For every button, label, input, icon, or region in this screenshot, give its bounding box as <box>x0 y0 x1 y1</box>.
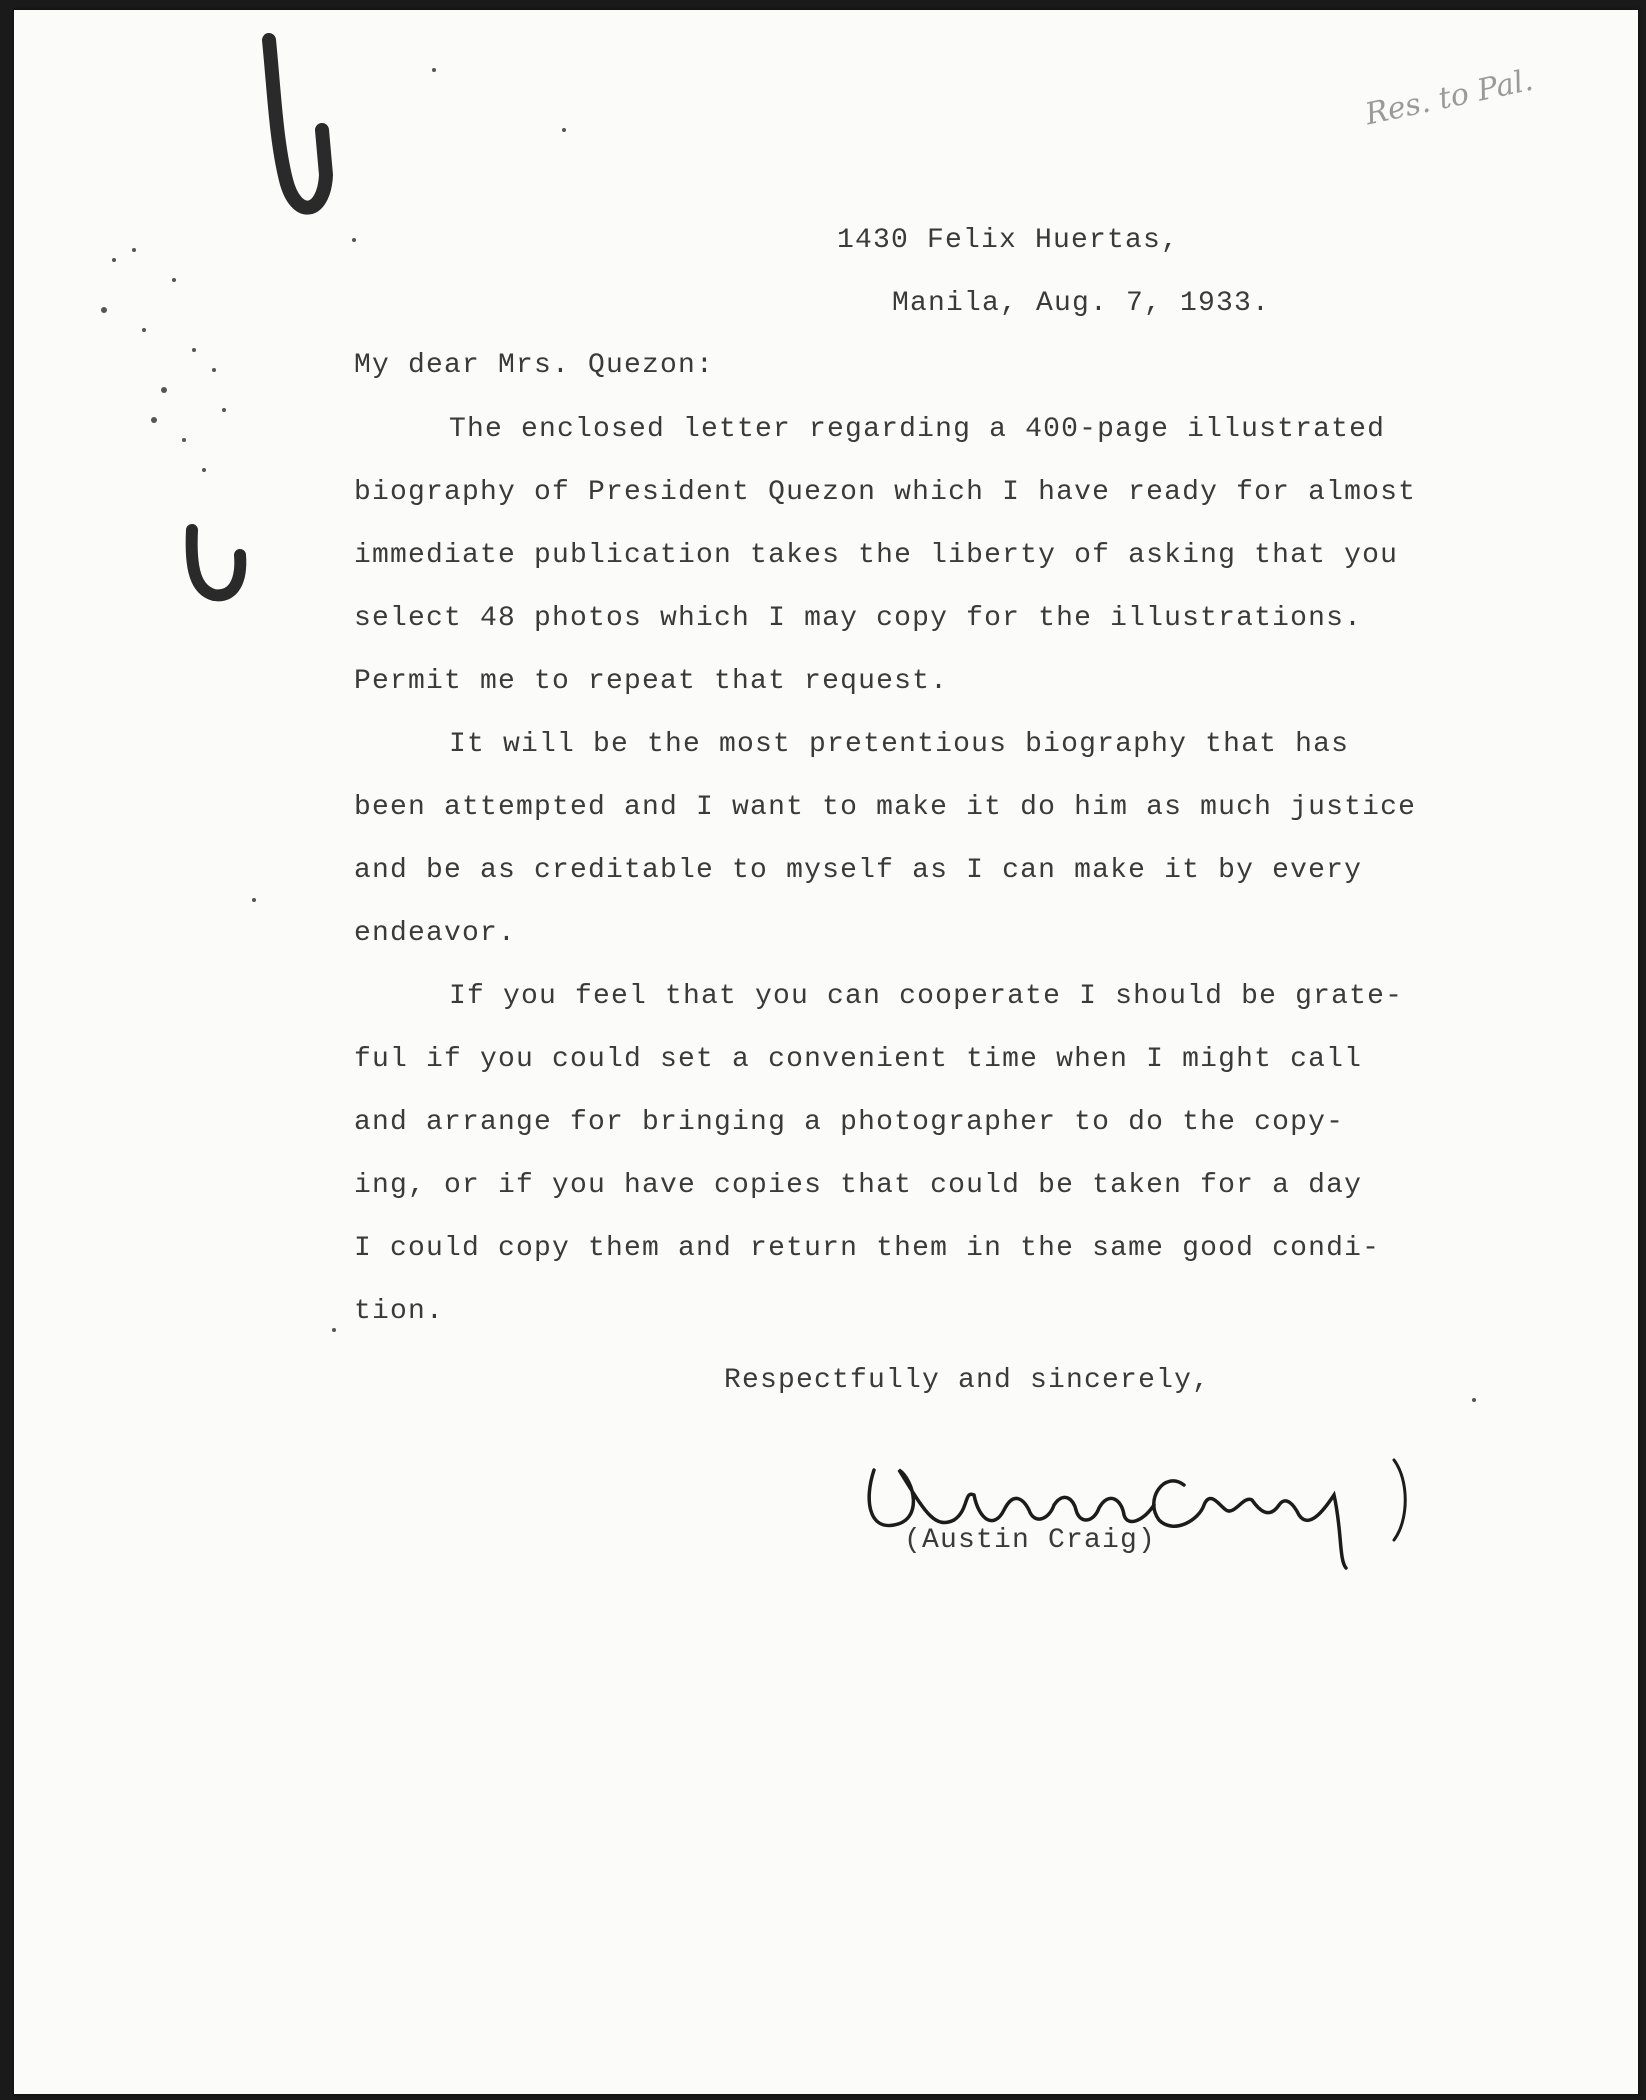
body-line: been attempted and I want to make it do him as much justice <box>354 792 1417 823</box>
body-line: biography of President Quezon which I have ready for almost <box>354 477 1417 508</box>
address-date: Manila, Aug. 7, 1933. <box>892 288 1271 319</box>
body-line: It will be the most pretentious biography that has <box>449 729 1350 760</box>
body-line: and arrange for bringing a photographer to do the copy- <box>354 1107 1345 1138</box>
body-line: immediate publication takes the liberty of asking that you <box>354 540 1399 571</box>
closing: Respectfully and sincerely, <box>724 1365 1211 1396</box>
body-line: and be as creditable to myself as I can make it by every <box>354 855 1363 886</box>
body-line: tion. <box>354 1296 445 1327</box>
handwritten-corner-note: Res. to Pal. <box>1362 62 1537 133</box>
body-line: endeavor. <box>354 918 517 949</box>
body-line: select 48 photos which I may copy for the illustrations. <box>354 603 1363 634</box>
body-line: ing, or if you have copies that could be taken for a day <box>354 1170 1363 1201</box>
paperclip-mark-top <box>269 40 326 208</box>
address-street: 1430 Felix Huertas, <box>837 225 1180 256</box>
letter-body <box>354 414 1484 1354</box>
body-line: If you feel that you can cooperate I should be grate- <box>449 981 1404 1012</box>
body-line: ful if you could set a convenient time when I might call <box>354 1044 1363 1075</box>
signer-name: (Austin Craig) <box>904 1525 1157 1556</box>
body-line: Permit me to repeat that request. <box>354 666 949 697</box>
body-line: I could copy them and return them in the same good condi- <box>354 1233 1381 1264</box>
paperclip-mark-bottom <box>192 530 241 595</box>
body-line: The enclosed letter regarding a 400-page illustrated <box>449 414 1386 445</box>
letter-page <box>14 10 1638 2094</box>
salutation: My dear Mrs. Quezon: <box>354 350 715 381</box>
